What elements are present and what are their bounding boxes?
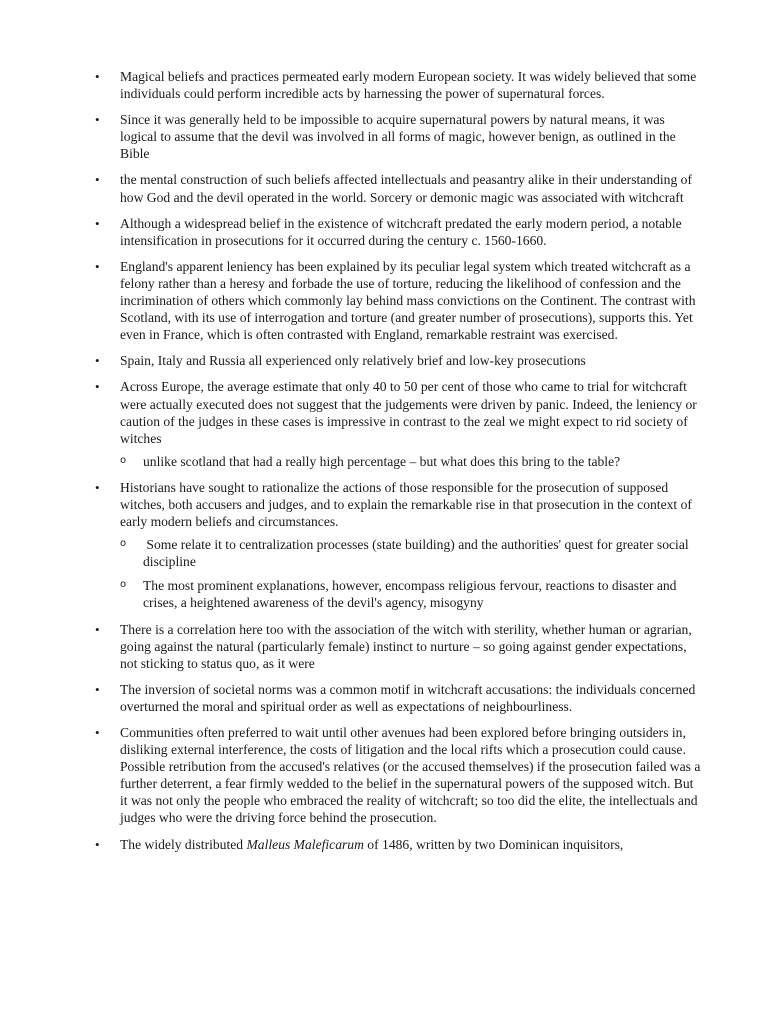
bullet-item <box>93 621 703 672</box>
bullet-text: Magical beliefs and practices permeated early modern European society. It was widely believed that some individuals could perform incredible acts by harnessing the power of supernatural forces. <box>120 69 697 102</box>
bullet-text: Although a widespread belief in the existence of witchcraft predated the early modern period, a notable intensification in prosecutions for it occurred during the century c. 1560-1660. <box>120 215 682 248</box>
bullet-icon: • <box>95 725 100 740</box>
bullet-text: Communities often preferred to wait until other avenues had been explored before bringing outsiders in, disliking external interference, the costs of litigation and the local rifts which a prosecution could cause. Possible retribution from the accused's relatives (or the accused themselves) if the prosecution failed was a further deterrent, a fear firmly wedded to the belief in the supernatural powers of the supposed witch. But it was not only the people who embraced the reality of witchcraft; so too did the elite, the intellectuals and judges who were the driving force behind the prosecution. <box>120 725 701 826</box>
bullet-text <box>120 837 623 852</box>
sub-bullet-text: Some relate it to centralization processes (state building) and the authorities' quest for greater social discipline <box>143 537 693 570</box>
bullet-icon: • <box>95 479 100 495</box>
bullet-icon: • <box>95 836 100 852</box>
bullet-item <box>93 378 703 469</box>
sub-bullet-text: unlike scotland that had a really high percentage – but what does this bring to the table? <box>143 453 621 469</box>
bullet-item <box>93 111 703 162</box>
bullet-item <box>93 724 703 827</box>
sub-bullet-item <box>120 453 703 470</box>
sub-bullet-list <box>120 536 703 611</box>
bullet-text: The inversion of societal norms was a common motif in witchcraft accusations: the individuals concerned overturned the moral and spiritual order as well as expectations of neighbourliness. <box>120 681 696 714</box>
bullet-text: Spain, Italy and Russia all experienced only relatively brief and low-key prosecutions <box>120 353 586 369</box>
bullet-text-after: of 1486, written by two Dominican inquisitors, <box>363 836 624 852</box>
bullet-icon: • <box>95 258 100 274</box>
bullet-icon: • <box>95 215 100 231</box>
bullet-text: There is a correlation here too with the association of the witch with sterility, whether human or agrarian, going against the natural (particularly female) instinct to nurture – so going against gender expectations, not sticking to status quo, as it were <box>120 621 692 671</box>
bullet-item <box>93 215 703 249</box>
bullet-text-before: The widely distributed <box>120 836 247 852</box>
bullet-item <box>93 352 703 369</box>
bullet-text: Across Europe, the average estimate that only 40 to 50 per cent of those who came to trial for witchcraft were actually executed does not suggest that the judgements were driven by panic. Indeed, the leniency or caution of the judges in these cases is impressive in contrast to the zeal we might expect to rid society of witches <box>120 379 697 446</box>
bullet-icon: • <box>95 681 100 697</box>
bullet-list <box>93 68 703 862</box>
bullet-item <box>93 171 703 205</box>
sub-bullet-item <box>120 536 703 570</box>
book-title: Malleus Maleficarum <box>246 836 364 852</box>
bullet-text: England's apparent leniency has been explained by its peculiar legal system which treated witchcraft as a felony rather than a heresy and forbade the use of torture, reducing the likelihood of confession and the incrimination of others which commonly lay behind mass convictions on the Continent. The contrast with Scotland, with its use of interrogation and torture (and greater number of prosecutions), supports this. Yet even in France, which is often contrasted with England, remarkable restraint was exercised. <box>120 258 696 343</box>
bullet-icon: • <box>95 69 100 84</box>
sub-bullet-icon: o <box>120 454 127 466</box>
bullet-text: Historians have sought to rationalize the actions of those responsible for the prosecution of supposed witches, both accusers and judges, and to explain the remarkable rise in that prosecution in the context of early modern beliefs and circumstances. <box>120 479 692 530</box>
sub-bullet-list <box>120 453 703 470</box>
bullet-icon: • <box>95 379 100 395</box>
sub-bullet-text: The most prominent explanations, however, encompass religious fervour, reactions to disaster and crises, a heightened awareness of the devil's agency, misogyny <box>143 578 677 611</box>
bullet-text: Since it was generally held to be impossible to acquire supernatural powers by natural means, it was logical to assume that the devil was involved in all forms of magic, however benign, as outlined in the Bible <box>120 112 676 162</box>
bullet-item <box>93 68 703 102</box>
bullet-item <box>93 258 703 343</box>
sub-bullet-icon: o <box>120 579 127 591</box>
sub-bullet-item <box>120 577 703 611</box>
bullet-text: the mental construction of such beliefs affected intellectuals and peasantry alike in their understanding of how God and the devil operated in the world. Sorcery or demonic magic was associated with witchcraft <box>120 172 692 205</box>
bullet-icon: • <box>95 621 100 637</box>
sub-bullet-icon: o <box>120 538 127 550</box>
bullet-item <box>93 479 703 612</box>
bullet-icon: • <box>95 172 100 188</box>
bullet-icon: • <box>95 353 100 369</box>
bullet-icon: • <box>95 112 100 128</box>
bullet-item <box>93 681 703 715</box>
bullet-item <box>93 836 703 853</box>
